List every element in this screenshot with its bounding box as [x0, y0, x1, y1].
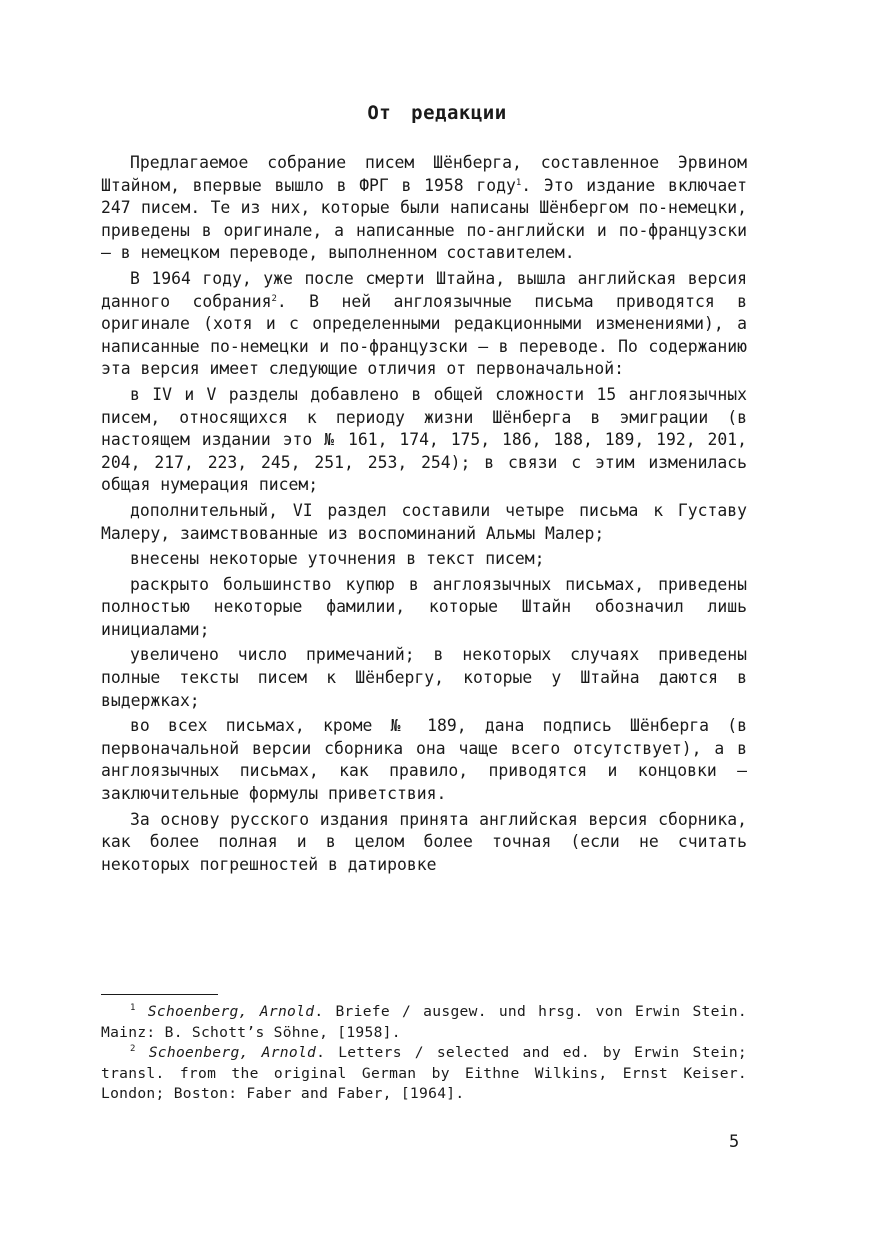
paragraph-english-version — [101, 268, 747, 381]
list-item: дополнительный, VI раздел составили четыре письма к Густаву Малеру, заимствованные из воспоминаний Альмы Малер; — [101, 500, 747, 543]
footnote-divider — [101, 994, 218, 995]
paragraph-russian-edition: За основу русского издания принята английская версия сборника, как более полная и в целом более точная (если не считать некоторых погрешностей в датировке — [101, 809, 747, 874]
footnote-author: Schoenberg, Arnold — [147, 1003, 315, 1020]
footnotes — [101, 1002, 747, 1105]
footnote-1 — [101, 1002, 747, 1043]
footnote-author: Schoenberg, Arnold — [148, 1044, 317, 1062]
footnote-text: . Briefe / ausgew. und hrsg. von Erwin Stein. Mainz: B. Schott’s Söhne, [1958]. — [101, 1003, 747, 1041]
footnote-text: . Letters / selected and ed. by Erwin Stein; transl. from the original German by Eithne Wilkins, Ernst Keiser. London; Boston: Faber and Faber, [1964]. — [101, 1044, 747, 1103]
list-item: раскрыто большинство купюр в англоязычных письмах, приведены полностью некоторые фамилии, которые Штайн обозначил лишь инициалами; — [101, 574, 747, 639]
footnote-ref-1: 1 — [515, 177, 522, 188]
paragraph-intro — [101, 152, 747, 265]
list-item: внесены некоторые уточнения в текст писем; — [130, 549, 545, 569]
footnote-marker: 1 — [130, 1003, 136, 1013]
page-number: 5 — [729, 1132, 740, 1152]
page-title: От редакции — [367, 102, 507, 124]
list-item: во всех письмах, кроме № 189, дана подпись Шёнберга (в первоначальной версии сборника она чаще всего отсутствует), а в англоязычных письмах, как правило, приводятся и концовки — заключительные формулы приветствия. — [101, 716, 747, 804]
paragraph-text: . В ней англоязычные письма приводятся в оригинале (хотя и с определенными редакционными изменениями), а написанные по-немецки и по-французски — в переводе. По содержанию эта версия имеет следующие отличия от первоначальной: — [101, 291, 747, 379]
footnote-marker: 2 — [130, 1044, 136, 1055]
paragraph-text: В 1964 году, уже после смерти Штайна, вышла английская версия данного собрания — [101, 268, 747, 311]
list-item: в IV и V разделы добавлено в общей сложности 15 англоязычных писем, относящихся к периоду жизни Шёнберга в эмиграции (в настоящем издании это № 161, 174, 175, 186, 188, 189, 192, 201, 204, 217, 223, 245, 251, 253, 254); в связи с этим изменилась общая нумерация писем; — [101, 384, 747, 495]
list-item: увеличено число примечаний; в некоторых случаях приведены полные тексты писем к Шёнбергу, которые у Штайна даются в выдержках; — [101, 645, 747, 710]
paragraph-text: Предлагаемое собрание писем Шёнберга, составленное Эрвином Штайном, впервые вышло в ФРГ в 1958 году — [101, 153, 747, 195]
body-text — [101, 152, 747, 876]
footnote-ref-2: 2 — [271, 293, 277, 304]
paragraph-text: . Это издание включает 247 писем. Те из них, которые были написаны Шёнбергом по-немецки, приведены в оригинале, а написанные по-английски и по-французски — в немецком переводе, выполненном составителем. — [101, 175, 747, 263]
footnote-2 — [101, 1043, 747, 1105]
